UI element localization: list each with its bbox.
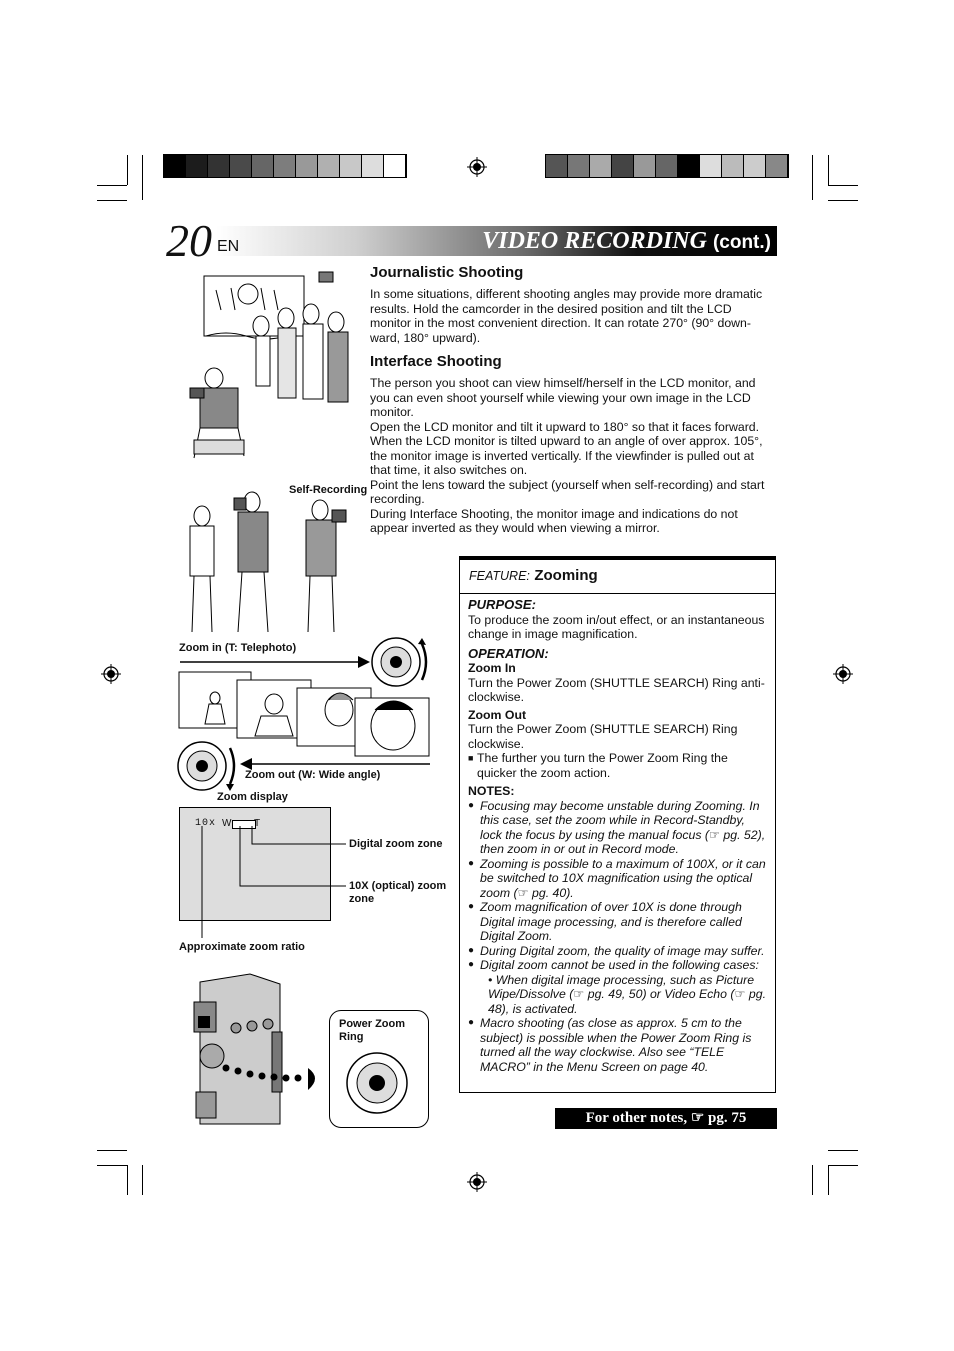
journalistic-text: In some situations, different shooting angles may provide more dramatic results. Hold the camcorder in the desired position and tilt the LCD monitor in the most convenient direction. It can rotate 270° (90° down-ward, 180° upward). xyxy=(370,287,763,345)
power-zoom-ring-icon xyxy=(344,1050,410,1116)
feature-label: FEATURE: xyxy=(469,569,530,583)
crop-mark xyxy=(828,155,829,185)
note-item: ● Digital zoom cannot be used in the following cases: xyxy=(468,958,768,973)
zoom-display-caption: Zoom display xyxy=(217,791,288,803)
registration-mark-icon xyxy=(467,1172,487,1192)
purpose-text: To produce the zoom in/out effect, or an instantaneous change in image magnification. xyxy=(468,612,765,641)
zoom-in-caption: Zoom in (T: Telephoto) xyxy=(179,642,297,654)
feature-box xyxy=(459,556,776,1093)
crop-mark xyxy=(828,1165,829,1195)
crop-mark xyxy=(127,1165,128,1195)
zoom-t-label: T xyxy=(254,818,261,829)
zoom-out-caption: Zoom out (W: Wide angle) xyxy=(245,769,381,781)
interface-heading: Interface Shooting xyxy=(370,353,502,370)
digital-zone-caption: Digital zoom zone xyxy=(349,838,443,850)
interface-text-3: Point the lens toward the subject (yourself when self-recording) and start recording. xyxy=(370,477,765,506)
interface-text-1: The person you shoot can view himself/herself in the LCD monitor, and you can even shoot yourself while viewing your own image in the LCD monitor. xyxy=(370,376,756,419)
other-notes-link[interactable]: For other notes, ☞ pg. 75 xyxy=(555,1108,777,1129)
registration-mark-icon xyxy=(467,157,487,177)
crop-mark xyxy=(127,155,128,185)
crop-mark xyxy=(97,200,127,201)
crop-mark xyxy=(828,1165,858,1166)
journalistic-heading: Journalistic Shooting xyxy=(370,264,524,281)
note-item: ● Zoom magnification of over 10X is done through Digital image processing, and is therefore called Digital Zoom. xyxy=(468,900,768,944)
zoom-display-leaders xyxy=(178,826,348,942)
feature-content xyxy=(468,598,768,1074)
note-item: ● Macro shooting (as close as approx. 5 cm to the subject) is possible when the Power Zoom Ring is turned all the way clockwise. Also see “TELE MACRO” in the Menu Screen on page 40. xyxy=(468,1016,768,1074)
gray-scale-bar xyxy=(163,154,407,178)
title-bar xyxy=(216,226,777,256)
crop-mark xyxy=(142,1165,143,1195)
interface-text-2: Open the LCD monitor and tilt it upward to 180° so that it faces forward. When the LCD monitor is tilted upward to an angle of over approx. 105°, the monitor image is inverted vertically. If the viewfinder is pulled out at that time, it also switches on. xyxy=(370,419,763,477)
camcorder-illustration xyxy=(190,972,330,1128)
crop-mark xyxy=(828,1150,858,1151)
operation-label: OPERATION: xyxy=(468,645,549,661)
journalistic-shooting-illustration xyxy=(186,270,358,462)
interface-shooting-illustration xyxy=(180,480,362,638)
zoom-out-text: Turn the Power Zoom (SHUTTLE SEARCH) Ring clockwise. xyxy=(468,722,738,751)
zoom-in-label: Zoom In xyxy=(468,661,516,675)
registration-mark-icon xyxy=(101,664,121,684)
journalistic-section xyxy=(370,264,770,345)
registration-mark-icon xyxy=(833,664,853,684)
crop-mark xyxy=(828,185,858,186)
page-number: 20 xyxy=(166,215,212,266)
crop-mark xyxy=(812,155,813,200)
approx-ratio-caption: Approximate zoom ratio xyxy=(179,941,305,953)
power-zoom-ring-caption: Power Zoom Ring xyxy=(339,1018,406,1043)
optical-zone-caption: 10X (optical) zoom zone xyxy=(349,880,447,905)
note-item: ● Focusing may become unstable during Zooming. In this case, set the zoom while in Record-Standby, lock the focus by using the manual focus (☞ pg. 52), then zoom in or out in Record mode. xyxy=(468,799,768,857)
crop-mark xyxy=(812,1165,813,1195)
feature-name: Zooming xyxy=(534,567,598,584)
zoom-readout: 10x xyxy=(195,818,217,829)
notes-label: NOTES: xyxy=(468,784,515,798)
square-bullet-icon: ■ xyxy=(468,753,474,763)
self-recording-caption: Self-Recording xyxy=(289,484,368,496)
zoom-in-text: Turn the Power Zoom (SHUTTLE SEARCH) Ring anti-clockwise. xyxy=(468,675,765,704)
interface-section xyxy=(370,353,770,536)
notes-list xyxy=(468,799,768,1075)
zoom-w-label: W xyxy=(222,818,232,829)
zoom-ring-icon xyxy=(176,740,238,794)
further-text: ■ The further you turn the Power Zoom Ring the quicker the zoom action. xyxy=(468,751,728,780)
zoom-out-label: Zoom Out xyxy=(468,707,527,722)
crop-mark xyxy=(97,1165,127,1166)
sub-note: • When digital image processing, such as Picture Wipe/Dissolve (☞ pg. 49, 50) or Video Echo (☞ pg. 48), is activated. xyxy=(488,972,767,1016)
crop-mark xyxy=(142,155,143,200)
crop-mark xyxy=(828,200,858,201)
feature-title xyxy=(469,567,598,585)
interface-text-4: During Interface Shooting, the monitor image and indications do not appear inverted as they would when viewing a mirror. xyxy=(370,506,738,535)
note-item: ● Zooming is possible to a maximum of 100X, or it can be switched to 10X magnification using the optical zoom (☞ pg. 40). xyxy=(468,857,768,901)
note-item: ● During Digital zoom, the quality of image may suffer. xyxy=(468,944,768,959)
feature-divider xyxy=(460,593,775,594)
page-title: VIDEO RECORDING (cont.) xyxy=(482,228,771,254)
language-code: EN xyxy=(217,238,240,255)
gray-scale-bar xyxy=(545,154,789,178)
crop-mark xyxy=(97,1150,127,1151)
purpose-label: PURPOSE: xyxy=(468,597,536,612)
crop-mark xyxy=(97,185,127,186)
zoom-in-arrow-icon xyxy=(180,654,370,670)
